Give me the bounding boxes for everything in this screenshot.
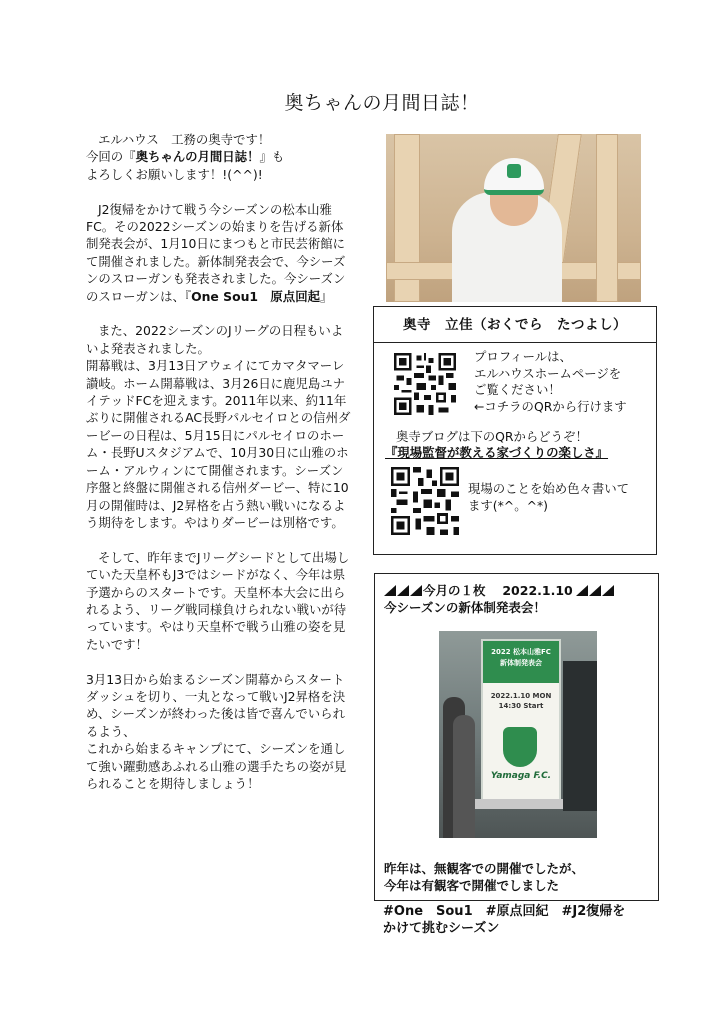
hashtags-line-2: かけて挑むシーズン: [383, 920, 500, 936]
emperors-cup-first-line: そして、昨年までJリーグシードとして: [98, 549, 313, 565]
season-text: 山雅FC。その2022シーズンの始まりを告げる新体制発表会が、1月10日にまつもと市民芸術館にて開催されました。新体制発表会で、今シーズンのスローガンも発表されました。今シーズンのスローガンは、『: [86, 201, 346, 304]
triangle-icon: [410, 585, 422, 596]
triangle-icon: [397, 585, 409, 596]
homepage-line-3: ご覧ください！: [474, 382, 561, 397]
intro-line-3: よろしくお願いします！!(^^)!: [86, 166, 263, 182]
blog-title-link[interactable]: 『現場監督が教える家づくりの楽しさ』: [385, 445, 609, 460]
profile-box: [373, 306, 657, 555]
page-title: 奥ちゃんの月間日誌！: [284, 92, 480, 114]
intro-line-2-pre: 今回の『: [86, 149, 136, 165]
photo-of-month-box: [374, 573, 659, 901]
triangle-icon: [576, 585, 588, 596]
blog-intro: 奥寺ブログは下のQRからどうぞ！: [396, 429, 588, 444]
article-column: [86, 131, 351, 810]
intro-line-1: エルハウス 工務の奥寺です！: [98, 132, 271, 147]
poster-date: 2022.1.10 MON: [490, 692, 552, 700]
homepage-qr-icon[interactable]: [394, 353, 456, 415]
slogan: One Sou1 原点回起: [191, 288, 320, 304]
season-first-line: J2復帰をかけて戦う今シーズンの松本: [98, 201, 308, 217]
photo-caption: [384, 860, 584, 894]
caption-line-1: 昨年は、無観客での開催でしたが、: [384, 861, 585, 876]
triangle-icon: [589, 585, 601, 596]
homepage-line-2: エルハウスホームページを: [474, 365, 622, 381]
blog-desc-line-2: ます(*^。^*): [468, 497, 548, 513]
closing-text-a: 3月13日から始まるシーズン開幕からスタートダッシュを切り、一丸となって戦いJ2昇格を決め、シーズンが終わった後は皆で喜んでいられるよう、: [86, 671, 346, 739]
triangle-icon: [602, 585, 614, 596]
poster-logo: Yamaga F.C.: [490, 771, 552, 781]
blog-description: [468, 481, 629, 514]
hashtags-line-1: #One Sou1 #原点回紀 #J2復帰を: [383, 904, 626, 919]
author-photo: [386, 134, 641, 302]
club-emblem-icon: [503, 727, 537, 767]
homepage-info: [474, 349, 627, 415]
poster-title-1: 2022 松本山雅FC: [491, 648, 551, 656]
emperors-cup-paragraph: [86, 549, 351, 653]
event-poster: [481, 639, 561, 803]
schedule-paragraph: [86, 322, 351, 531]
triangle-icon: [384, 585, 396, 596]
season-paragraph: [86, 201, 351, 305]
hashtags: [383, 904, 653, 937]
schedule-text: 開幕戦は、3月13日アウェイにてカマタマーレ讃岐。ホーム開幕戦は、3月26日に鹿児島ユナイテッドFCを迎えます。2011年以来、約11年ぶりに開催されるAC長野パルセイロとの信州ダービーの日程は、5月15日にパルセイロのホーム・長野Uスタジアムで、10月30日に山雅のホーム・アルウィンにて開催されます。シーズン序盤と終盤に開催される信州ダービー、特に10月の開催時は、J2昇格を占う熱い戦いになるよう期待をします。やはりダービーは別格です。: [86, 358, 351, 530]
slogan-end: 』: [319, 288, 333, 304]
photo-of-month-title: 今月の１枚 2022.1.10: [423, 583, 573, 598]
photo-of-month-subtitle: 今シーズンの新体制発表会！: [384, 600, 546, 615]
blog-qr-icon[interactable]: [391, 467, 459, 535]
emperors-cup-text: 出場していた天皇杯もJ3ではシードがなく、今年は県予選からのスタートです。天皇杯本大会に出られるよう、リーグ戦同様負けられない戦いが待っています。やはり天皇杯で戦う山雅の姿を見たいです！: [86, 549, 350, 652]
poster-time: 14:30 Start: [498, 702, 544, 710]
homepage-line-4: ←コチラのQRから行けます: [474, 398, 627, 414]
poster-title-2: 新体制発表会: [500, 659, 542, 667]
caption-line-2: 今年は有観客で開催でしました: [384, 878, 560, 893]
event-photo: [439, 631, 597, 838]
author-name: 奥寺 立佳（おくでら たつよし）: [374, 307, 656, 343]
blog-desc-line-1: 現場のことを始め色々書いて: [468, 481, 630, 496]
intro-paragraph: [86, 131, 351, 183]
closing-text-b: これから始まるキャンプにて、シーズンを通して強い躍動感あふれる山雅の選手たちの姿が見られることを期待しましょう！: [86, 741, 347, 791]
homepage-line-1: プロフィールは、: [474, 349, 572, 364]
intro-line-2-post: 』も: [259, 149, 285, 165]
closing-paragraph: [86, 671, 351, 793]
schedule-intro: また、2022シーズンのJリーグの日程もいよいよ発表されました。: [86, 323, 344, 356]
journal-name: 奥ちゃんの月間日誌！: [135, 149, 260, 165]
photo-of-month-header: [384, 582, 615, 616]
